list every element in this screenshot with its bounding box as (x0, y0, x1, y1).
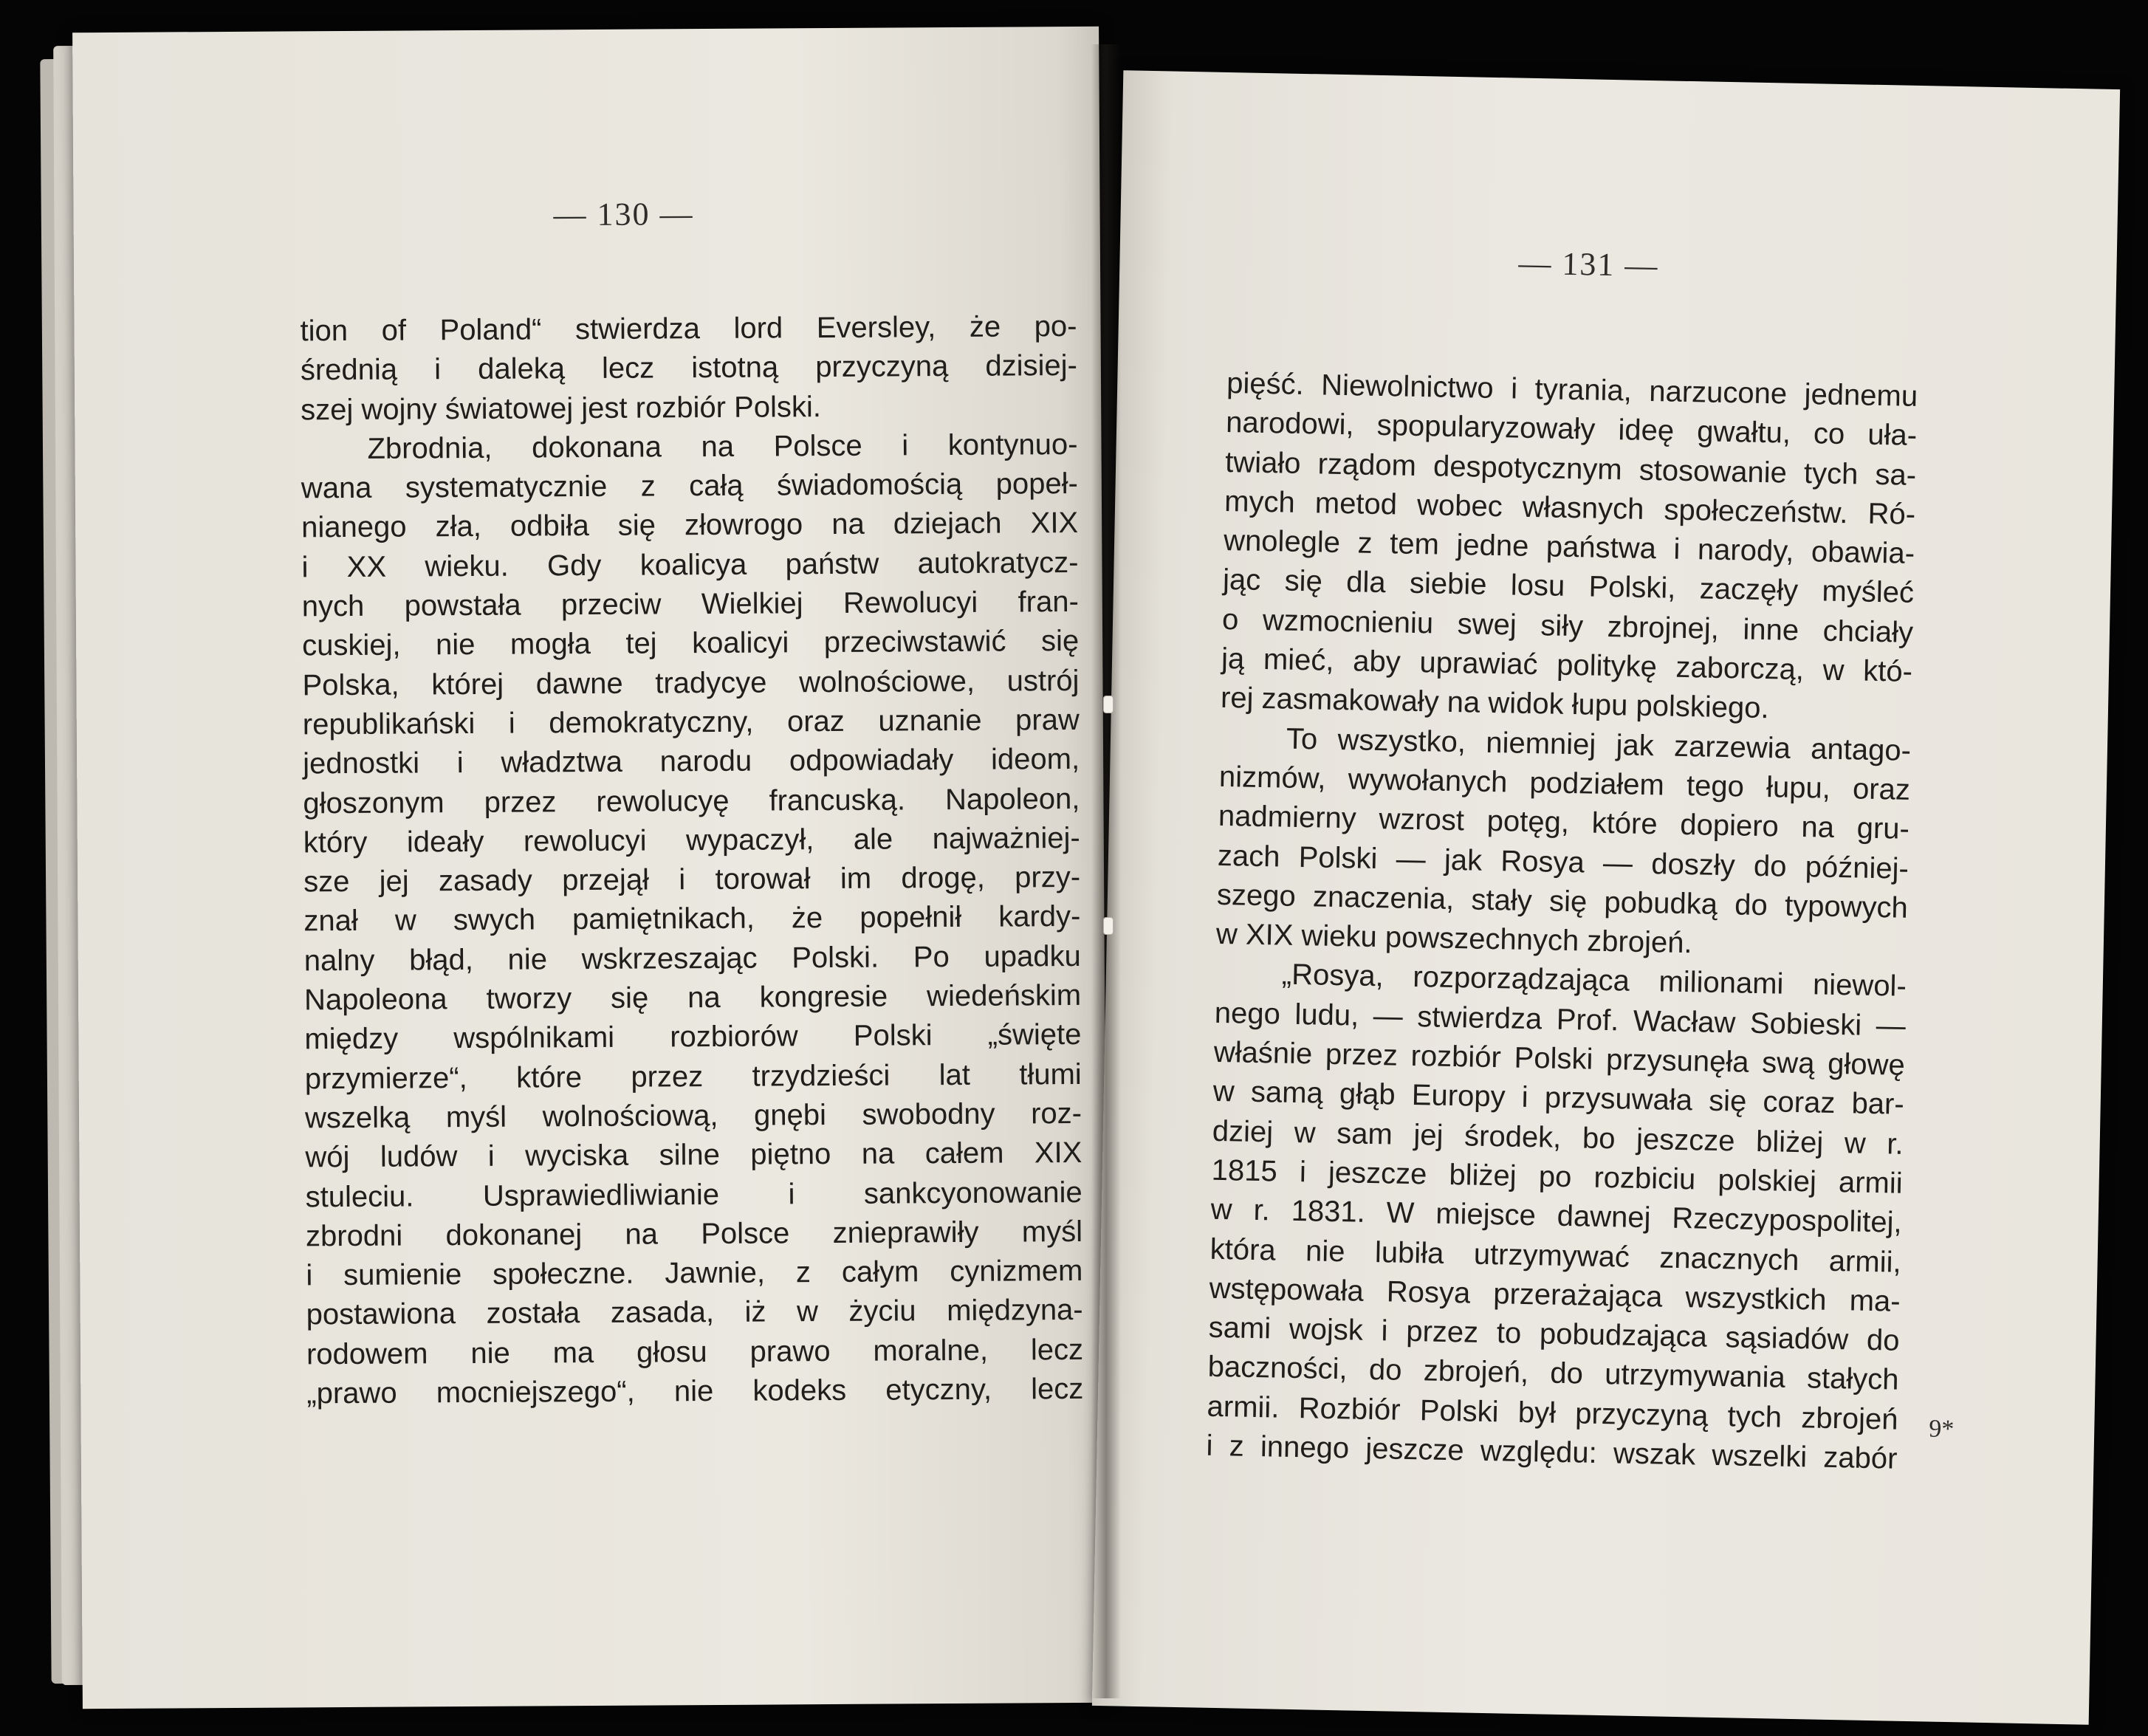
text-line: i sumienie społeczne. Jawnie, z całym cynizmem (306, 1255, 1083, 1292)
binding-stitch (1103, 696, 1114, 713)
text-line: nadmierny wzrost potęg, które dopiero na gru- (1218, 800, 1910, 846)
text-line: pięść. Niewolnictwo i tyrania, narzucone jednemu (1226, 367, 1918, 413)
text-line: nalny błąd, nie wskrzeszając Polski. Po upadku (303, 939, 1081, 978)
text-line: armii. Rozbiór Polski był przyczyną tych zbrojeń (1207, 1390, 1898, 1436)
text-line: „prawo mocniejszego“, nie kodeks etyczny, lecz (306, 1372, 1084, 1410)
left-page (72, 27, 1109, 1709)
text-line: i XX wieku. Gdy koalicya państw autokratycz- (301, 546, 1079, 584)
text-line: która nie lubiła utrzymywać znacznych armii, (1209, 1232, 1902, 1279)
text-line: średnią i daleką lecz istotną przyczyną dzisiej- (300, 349, 1077, 387)
page-number-right: — 131 — (1518, 244, 1659, 284)
text-line: nych powstała przeciw Wielkiej Rewolucyi fran- (301, 586, 1079, 623)
text-line: stuleciu. Usprawiedliwianie i sankcyonowanie (305, 1176, 1082, 1213)
text-line: Napoleona tworzy się na kongresie wiedeńskim (303, 978, 1082, 1017)
text-line: głoszonym przez rewolucyę francuską. Napoleon, (303, 782, 1080, 820)
text-line: rodowem nie ma głosu prawo moralne, lecz (306, 1333, 1084, 1371)
text-line: wój ludów i wyciska silne piętno na całem XIX (305, 1136, 1082, 1174)
text-line: szej wojny światowej jest rozbiór Polski. (301, 390, 822, 426)
text-line: mych metod wobec własnych społeczeństw. Ró- (1224, 484, 1916, 531)
text-line: Polska, której dawne tradycye wolnościowe, ustrój (302, 664, 1080, 702)
text-line: jąc się dla siebie losu Polski, zaczęły myśleć (1222, 563, 1915, 610)
text-line: dziej w sam jej środek, bo jeszcze bliżej w r. (1212, 1114, 1904, 1161)
text-line: To wszystko, niemniej jak zarzewia antago- (1286, 722, 1912, 767)
text-line: właśnie przez rozbiór Polski przysunęła swą głowę (1213, 1035, 1906, 1082)
text-line: jednostki i władztwa narodu odpowiadały ideom, (303, 743, 1080, 780)
text-line: w samą głąb Europy i przysuwała się coraz bar- (1212, 1075, 1905, 1122)
right-page-text (1206, 364, 1918, 1479)
text-line: w XIX wieku powszechnych zbrojeń. (1215, 918, 1693, 960)
text-line: ją mieć, aby uprawiać politykę zaborczą, w któ- (1221, 642, 1913, 688)
text-line: przymierze“, które przez trzydzieści lat tłumi (304, 1057, 1082, 1096)
text-line: szego znaczenia, stały się pobudką do typowych (1216, 878, 1909, 924)
text-line: i z innego jeszcze względu: wszak wszelki zabór (1206, 1429, 1898, 1475)
text-line: republikański i demokratyczny, oraz uznanie praw (302, 703, 1080, 741)
right-page (1092, 70, 2120, 1725)
page-number-left: — 130 — (553, 196, 694, 233)
text-line: Zbrodnia, dokonana na Polsce i kontynuo- (367, 428, 1078, 465)
text-line: sami wojsk i przez to pobudzająca sąsiadów do (1208, 1311, 1900, 1357)
text-line: w r. 1831. W miejsce dawnej Rzeczypospolitej, (1210, 1193, 1903, 1240)
text-line: znał w swych pamiętnikach, że popełnił kardy- (303, 900, 1081, 938)
text-line: nizmów, wywołanych podziałem tego łupu, oraz (1218, 760, 1911, 806)
text-line: wszelką myśl wolnościową, gnębi swobodny roz- (304, 1097, 1082, 1135)
text-line: narodowi, spopularyzowały ideę gwałtu, co uła- (1225, 406, 1918, 453)
text-line: cuskiej, nie mogła tej koalicyi przeciwstawić się (302, 625, 1080, 662)
text-line: zbrodni dokonanej na Polsce znieprawiły myśl (305, 1215, 1083, 1253)
text-line: wana systematycznie z całą świadomością popeł- (301, 467, 1078, 505)
text-line: który ideały rewolucyi wypaczył, ale najważniej- (303, 821, 1080, 860)
left-page-text (300, 307, 1083, 1414)
text-line: nego ludu, — stwierdza Prof. Wacław Sobieski — (1214, 996, 1907, 1043)
text-line: „Rosya, rozporządzająca milionami niewol- (1281, 958, 1907, 1003)
binding-stitch (1103, 917, 1114, 935)
text-line: baczności, do zbrojeń, do utrzymywania stałych (1207, 1351, 1899, 1397)
text-line: między wspólnikami rozbiorów Polski „święte (304, 1018, 1082, 1056)
text-line: twiało rządom despotycznym stosowanie tych sa- (1224, 445, 1917, 492)
book-gutter (1091, 44, 1121, 1698)
printer-signature-mark: 9* (1928, 1415, 1955, 1444)
text-line: sze jej zasady przejął i torował im drogę, przy- (303, 861, 1081, 899)
text-line: zach Polski — jak Rosya — doszły do później- (1217, 839, 1909, 885)
text-line: postawiona została zasada, iż w życiu międzyna- (306, 1294, 1083, 1331)
text-line: nianego zła, odbiła się złowrogo na dziejach XIX (301, 507, 1079, 544)
text-line: 1815 i jeszcze bliżej po rozbiciu polskiej armii (1211, 1153, 1904, 1200)
text-line: rej zasmakowały na widok łupu polskiego. (1220, 682, 1769, 725)
text-line: wnolegle z tem jedne państwa i narody, obawia- (1223, 524, 1915, 571)
text-line: wstępowała Rosya przerażająca wszystkich ma- (1209, 1272, 1901, 1318)
text-line: tion of Poland“ stwierdza lord Eversley, że po- (300, 309, 1077, 348)
text-line: o wzmocnieniu swej siły zbrojnej, inne chciały (1221, 603, 1914, 649)
